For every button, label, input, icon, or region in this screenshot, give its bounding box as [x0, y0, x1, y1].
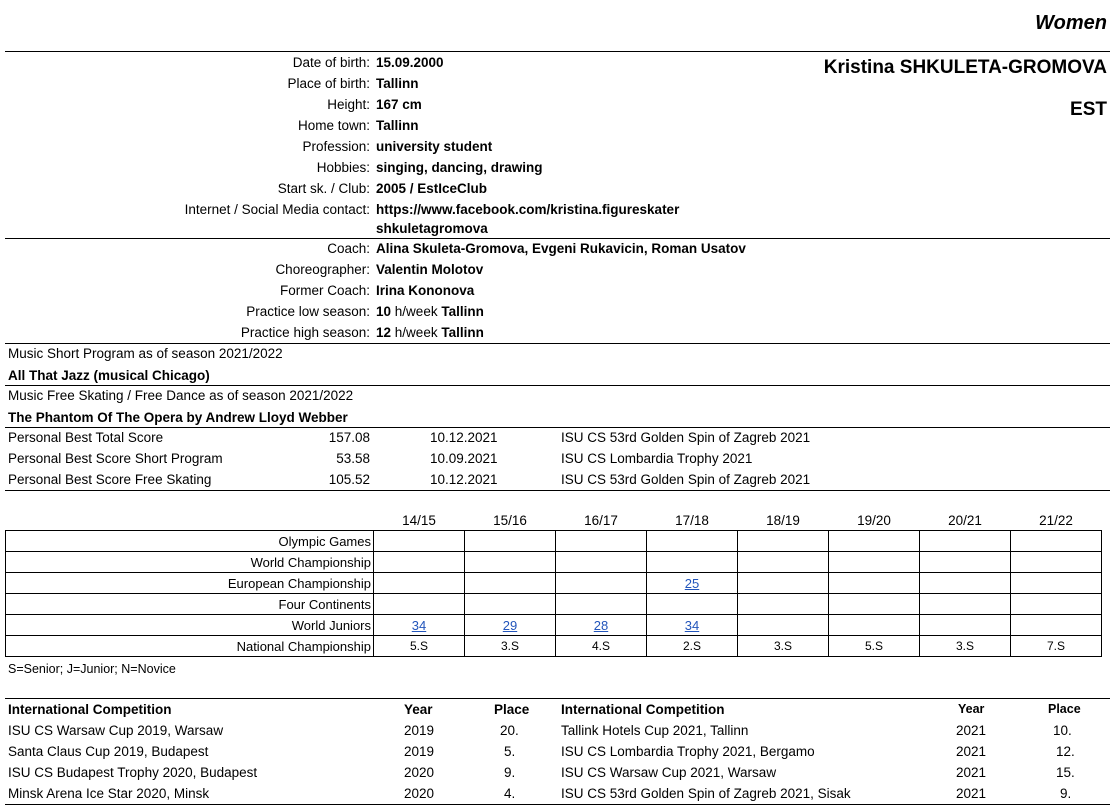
pb-score: 105.52	[328, 472, 370, 487]
competition-name: ISU CS 53rd Golden Spin of Zagreb 2021, Sisak	[561, 786, 851, 801]
competition-name: Santa Claus Cup 2019, Budapest	[8, 744, 209, 759]
practice-hours: 10	[376, 304, 392, 319]
result-cell	[738, 573, 829, 594]
pb-label: Personal Best Total Score	[8, 430, 164, 445]
result-cell	[556, 552, 647, 573]
skater-name: Kristina SHKULETA-GROMOVA	[823, 57, 1107, 78]
divider	[5, 490, 1110, 491]
competition-place: 5.	[504, 744, 516, 759]
result-cell	[465, 552, 556, 573]
practice-unit: h/week	[394, 304, 438, 319]
result-cell: 7.S	[1011, 636, 1102, 657]
result-cell	[374, 552, 465, 573]
event-label: Olympic Games	[6, 531, 374, 552]
event-label: Four Continents	[6, 594, 374, 615]
results-header-row	[6, 510, 1102, 531]
pb-date: 10.09.2021	[430, 451, 498, 466]
music-short-heading: Music Short Program as of season 2021/2022	[8, 346, 283, 361]
season-header: 17/18	[647, 510, 738, 531]
practice-high-value	[376, 325, 484, 340]
divider	[5, 343, 1110, 344]
practice-unit: h/week	[394, 325, 438, 340]
pb-event: ISU CS 53rd Golden Spin of Zagreb 2021	[561, 430, 811, 445]
bio-value: 2005 / EstIceClub	[376, 181, 488, 196]
former-coach-label: Former Coach:	[279, 283, 370, 298]
result-cell	[829, 594, 920, 615]
result-cell: 5.S	[374, 636, 465, 657]
result-cell	[738, 552, 829, 573]
table-row	[6, 573, 1102, 594]
bio-label: Place of birth:	[287, 76, 370, 91]
table-row	[6, 594, 1102, 615]
result-cell	[647, 531, 738, 552]
bio-label: Internet / Social Media contact:	[184, 202, 370, 217]
bio-label: Date of birth:	[292, 55, 370, 70]
result-cell	[738, 615, 829, 636]
competition-name: ISU CS Warsaw Cup 2019, Warsaw	[8, 723, 224, 738]
bio-label: Hobbies:	[316, 160, 370, 175]
intl-header-place: Place	[1048, 702, 1081, 716]
competition-name: ISU CS Lombardia Trophy 2021, Bergamo	[561, 744, 815, 759]
divider	[5, 385, 1110, 386]
practice-place: Tallinn	[441, 304, 484, 319]
season-header: 18/19	[738, 510, 829, 531]
result-cell	[465, 531, 556, 552]
competition-place: 4.	[504, 786, 516, 801]
result-link[interactable]: 34	[684, 617, 700, 633]
bio-value: university student	[376, 139, 493, 154]
competition-year: 2019	[404, 723, 435, 738]
result-cell	[556, 531, 647, 552]
results-corner	[6, 510, 374, 531]
competition-place: 10.	[1053, 723, 1072, 738]
result-cell	[829, 552, 920, 573]
result-cell	[920, 552, 1011, 573]
table-row	[6, 552, 1102, 573]
bio-value: 167 cm	[376, 97, 422, 112]
pb-label: Personal Best Score Free Skating	[8, 472, 212, 487]
result-cell	[647, 594, 738, 615]
result-cell	[1011, 552, 1102, 573]
intl-header-year: Year	[958, 702, 985, 716]
social-media-link[interactable]: https://www.facebook.com/kristina.figureskater	[376, 202, 680, 217]
table-row	[6, 531, 1102, 552]
competition-year: 2019	[404, 744, 435, 759]
divider	[5, 51, 1110, 52]
pb-event: ISU CS 53rd Golden Spin of Zagreb 2021	[561, 472, 811, 487]
competition-name: Tallink Hotels Cup 2021, Tallinn	[561, 723, 749, 738]
result-cell	[374, 594, 465, 615]
competition-place: 9.	[1060, 786, 1072, 801]
practice-low-value	[376, 304, 484, 319]
music-free-heading: Music Free Skating / Free Dance as of season 2021/2022	[8, 388, 354, 403]
music-free-title: The Phantom Of The Opera by Andrew Lloyd Webber	[8, 410, 348, 425]
former-coach-value: Irina Kononova	[376, 283, 475, 298]
pb-date: 10.12.2021	[430, 430, 498, 445]
competition-year: 2021	[956, 765, 987, 780]
result-cell: 2.S	[647, 636, 738, 657]
competition-year: 2020	[404, 765, 435, 780]
result-cell	[465, 615, 556, 636]
result-cell	[920, 573, 1011, 594]
event-label: European Championship	[6, 573, 374, 594]
result-cell: 3.S	[920, 636, 1011, 657]
level-legend: S=Senior; J=Junior; N=Novice	[8, 662, 176, 676]
result-cell	[647, 615, 738, 636]
season-header: 20/21	[920, 510, 1011, 531]
bio-label: Home town:	[297, 118, 370, 133]
result-cell	[374, 573, 465, 594]
result-cell: 5.S	[829, 636, 920, 657]
competition-year: 2021	[956, 723, 987, 738]
result-cell	[829, 615, 920, 636]
bio-value: 15.09.2000	[376, 55, 444, 70]
result-cell	[829, 573, 920, 594]
result-cell: 3.S	[465, 636, 556, 657]
skater-nation: EST	[1070, 99, 1107, 120]
table-row	[6, 636, 1102, 657]
competition-name: ISU CS Budapest Trophy 2020, Budapest	[8, 765, 258, 780]
result-cell	[1011, 615, 1102, 636]
pb-event: ISU CS Lombardia Trophy 2021	[561, 451, 753, 466]
bio-label: Profession:	[302, 139, 370, 154]
result-cell	[647, 573, 738, 594]
results-table	[5, 510, 1102, 657]
result-cell	[1011, 531, 1102, 552]
category-heading: Women	[1035, 12, 1107, 34]
divider	[5, 804, 1110, 805]
bio-value: Tallinn	[376, 76, 419, 91]
music-short-title: All That Jazz (musical Chicago)	[8, 368, 210, 383]
result-cell	[465, 594, 556, 615]
practice-hours: 12	[376, 325, 392, 340]
bio-label: Height:	[327, 97, 370, 112]
result-cell	[738, 594, 829, 615]
divider	[5, 238, 1110, 239]
competition-place: 12.	[1056, 744, 1075, 759]
competition-year: 2021	[956, 744, 987, 759]
intl-header-year: Year	[404, 702, 433, 717]
intl-header-place: Place	[494, 702, 530, 717]
bio-value: Tallinn	[376, 118, 419, 133]
intl-header-competition: International Competition	[8, 702, 172, 717]
season-header: 16/17	[556, 510, 647, 531]
coach-value: Alina Skuleta-Gromova, Evgeni Rukavicin, Roman Usatov	[376, 241, 746, 256]
competition-year: 2021	[956, 786, 987, 801]
pb-label: Personal Best Score Short Program	[8, 451, 223, 466]
result-cell	[556, 573, 647, 594]
competition-name: Minsk Arena Ice Star 2020, Minsk	[8, 786, 210, 801]
result-cell	[465, 573, 556, 594]
result-cell	[829, 531, 920, 552]
result-cell	[920, 531, 1011, 552]
season-header: 14/15	[374, 510, 465, 531]
result-cell	[920, 615, 1011, 636]
divider	[5, 427, 1110, 428]
pb-score: 157.08	[328, 430, 370, 445]
season-header: 15/16	[465, 510, 556, 531]
practice-place: Tallinn	[441, 325, 484, 340]
result-link[interactable]: 34	[411, 617, 427, 633]
event-label: World Juniors	[6, 615, 374, 636]
event-label: World Championship	[6, 552, 374, 573]
result-cell	[374, 531, 465, 552]
competition-place: 9.	[504, 765, 516, 780]
result-cell	[374, 615, 465, 636]
table-row	[6, 615, 1102, 636]
result-link[interactable]: 25	[684, 575, 700, 591]
event-label: National Championship	[6, 636, 374, 657]
result-cell	[647, 552, 738, 573]
practice-high-label: Practice high season:	[240, 325, 370, 340]
pb-score: 53.58	[336, 451, 370, 466]
divider	[5, 698, 1110, 699]
competition-place: 20.	[500, 723, 519, 738]
coach-label: Coach:	[327, 241, 370, 256]
result-cell	[738, 531, 829, 552]
pb-date: 10.12.2021	[430, 472, 498, 487]
choreographer-value: Valentin Molotov	[376, 262, 484, 277]
intl-header-competition: International Competition	[561, 702, 725, 717]
result-cell	[556, 594, 647, 615]
result-cell	[556, 615, 647, 636]
choreographer-label: Choreographer:	[275, 262, 370, 277]
bio-label: Start sk. / Club:	[277, 181, 370, 196]
result-cell: 4.S	[556, 636, 647, 657]
competition-year: 2020	[404, 786, 435, 801]
social-media-link-cont[interactable]: shkuletagromova	[376, 221, 488, 236]
competition-name: ISU CS Warsaw Cup 2021, Warsaw	[561, 765, 777, 780]
practice-low-label: Practice low season:	[246, 304, 370, 319]
result-cell	[1011, 573, 1102, 594]
result-cell	[920, 594, 1011, 615]
result-link[interactable]: 29	[502, 617, 518, 633]
competition-place: 15.	[1056, 765, 1075, 780]
result-link[interactable]: 28	[593, 617, 609, 633]
result-cell	[1011, 594, 1102, 615]
bio-value: singing, dancing, drawing	[376, 160, 543, 175]
season-header: 19/20	[829, 510, 920, 531]
season-header: 21/22	[1011, 510, 1102, 531]
result-cell: 3.S	[738, 636, 829, 657]
